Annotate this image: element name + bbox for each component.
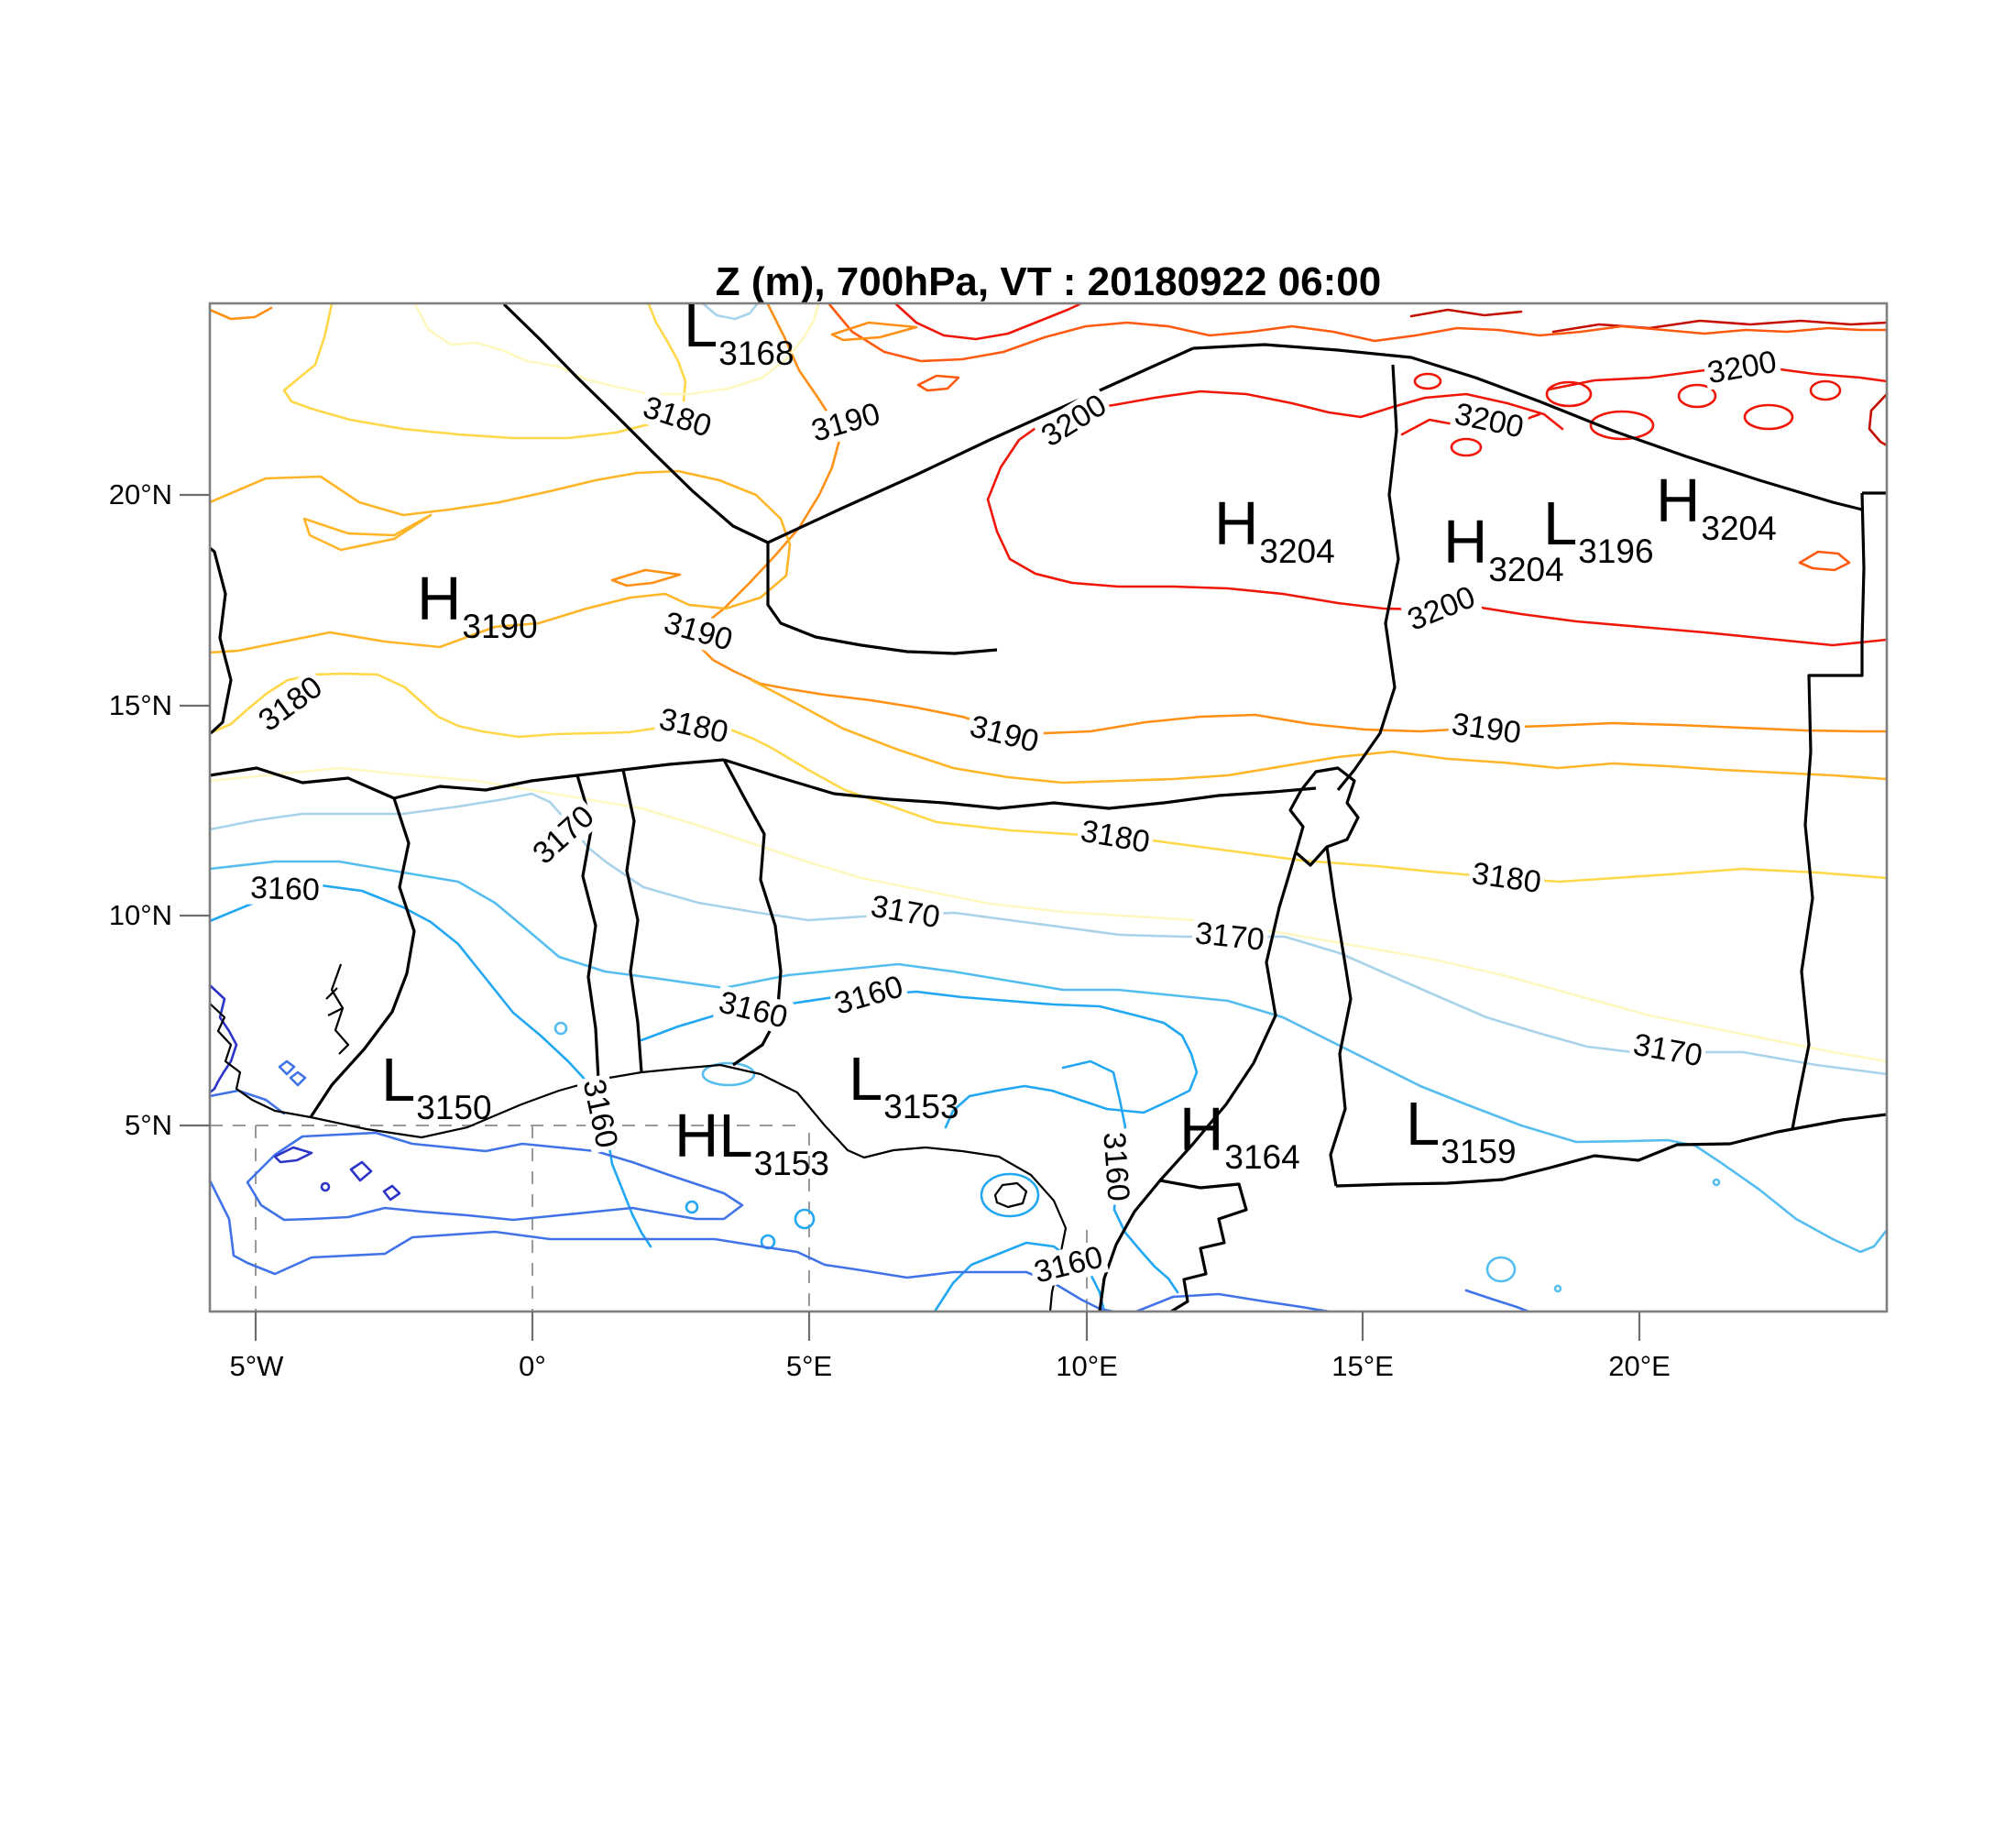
center-value: 3153 (753, 1145, 829, 1182)
y-tick-label: 20°N (108, 478, 172, 510)
x-tick-label: 10°E (1056, 1350, 1118, 1382)
contour-label-3200: 3200 (1034, 387, 1114, 455)
contour-label-3190: 3190 (964, 709, 1045, 760)
low-center-3153 (674, 1102, 829, 1182)
center-value: 3204 (1701, 510, 1777, 547)
contour-lines-3150 (210, 985, 400, 1200)
contour-label-3170: 3170 (1191, 916, 1269, 957)
contour-label-3180: 3180 (637, 390, 718, 444)
y-tick-label: 15°N (108, 689, 172, 721)
center-letter: H (1443, 508, 1488, 576)
center-letter: L (381, 1046, 416, 1114)
low-center-3196 (1543, 489, 1654, 570)
center-letter: L (1543, 489, 1578, 558)
contour-label-3170: 3170 (1628, 1027, 1708, 1073)
high-center-3190 (417, 565, 538, 645)
low-center-3153 (849, 1045, 959, 1125)
center-value: 3159 (1441, 1133, 1517, 1170)
x-tick-label: 0° (519, 1350, 546, 1382)
contour-label-3190: 3190 (658, 605, 739, 657)
country-borders (210, 304, 1887, 1312)
y-tick-label: 10°N (108, 899, 172, 931)
center-value: 3190 (462, 608, 538, 645)
contour-label-3190: 3190 (805, 396, 886, 448)
contour-label-3200: 3200 (1400, 579, 1482, 638)
center-letter: H (417, 565, 462, 633)
contour-label-3180: 3180 (252, 669, 329, 739)
contour-label-3200: 3200 (1703, 345, 1782, 390)
high-center-3204 (1214, 489, 1335, 570)
contour-label-3180: 3180 (1467, 856, 1546, 899)
center-letter: L (849, 1045, 883, 1114)
center-value: 3204 (1259, 532, 1335, 570)
center-letter: H (1214, 489, 1259, 558)
x-tick-label: 20°E (1608, 1350, 1671, 1382)
low-center-3150 (381, 1046, 492, 1126)
center-letter: L (1406, 1090, 1441, 1158)
x-tick-label: 5°W (229, 1350, 284, 1382)
contour-label-3160: 3160 (828, 969, 909, 1021)
contour-label-3180: 3180 (1076, 814, 1156, 860)
contour-label-3160: 3160 (1028, 1240, 1109, 1290)
contour-label-3170: 3170 (866, 889, 946, 935)
center-value: 3196 (1578, 532, 1654, 570)
contour-label-3160: 3160 (1097, 1128, 1135, 1205)
high-center-3164 (1179, 1095, 1300, 1176)
contour-label-3160: 3160 (713, 985, 794, 1036)
x-tick-label: 5°E (785, 1350, 833, 1382)
center-value: 3150 (416, 1089, 492, 1126)
contour-lines-3160 (210, 885, 1197, 1312)
x-tick-label: 15°E (1331, 1350, 1394, 1382)
y-tick-label: 5°N (124, 1109, 172, 1141)
center-letter: H (1656, 466, 1701, 535)
center-letter: L (684, 291, 718, 360)
low-center-3168 (684, 291, 794, 372)
center-value: 3153 (883, 1088, 959, 1125)
contour-label-3160: 3160 (247, 872, 323, 907)
contour-label-3200: 3200 (1449, 397, 1528, 445)
contour-label-3170: 3170 (526, 798, 601, 872)
low-center-3159 (1406, 1090, 1517, 1170)
chart-title: Z (m), 700hPa, VT : 20180922 06:00 (715, 259, 1382, 304)
center-value: 3204 (1488, 551, 1564, 588)
center-letter: HL (674, 1102, 753, 1170)
contour-label-3190: 3190 (1447, 707, 1526, 750)
center-value: 3168 (718, 335, 794, 372)
contour-label-3160: 3160 (576, 1073, 624, 1153)
center-value: 3164 (1224, 1138, 1300, 1176)
high-center-3204 (1656, 466, 1777, 547)
center-letter: H (1179, 1095, 1224, 1164)
contour-label-3180: 3180 (653, 702, 733, 750)
